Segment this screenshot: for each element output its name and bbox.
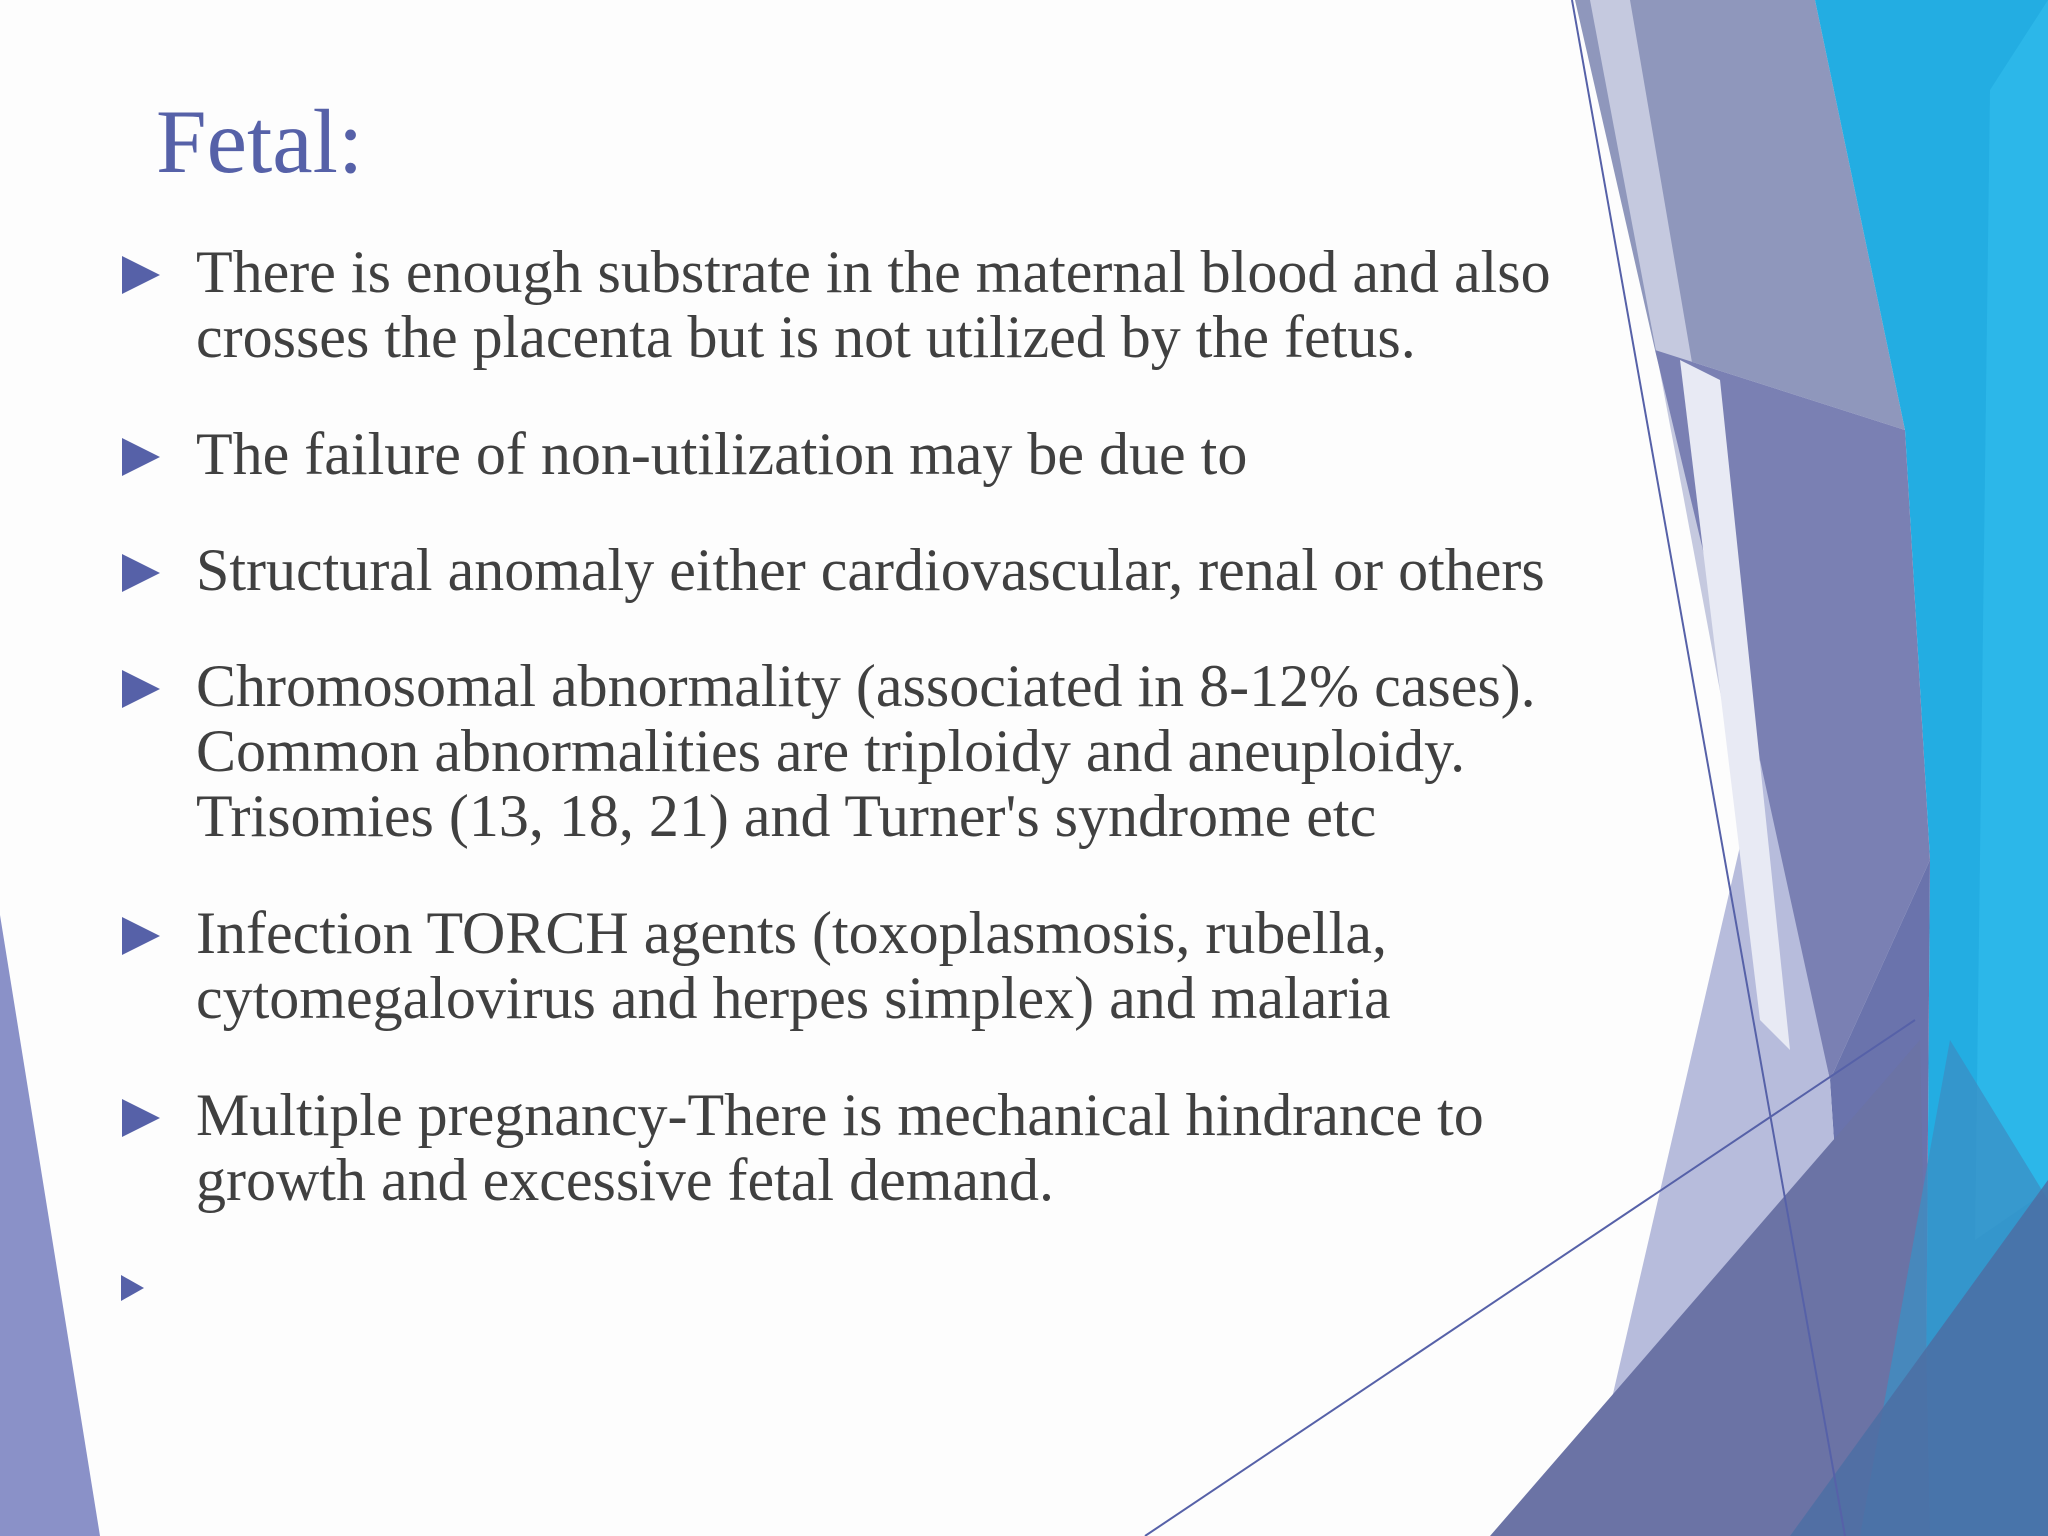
bullet-text: Structural anomaly either cardiovascular, renal or others — [196, 537, 1545, 603]
bullet-text: Multiple pregnancy-There is mechanical hindrance to growth and excessive fetal demand. — [196, 1082, 1484, 1213]
decor-facet-left — [0, 915, 100, 1536]
triangle-bullet-icon — [122, 670, 160, 708]
bullet-text: Infection TORCH agents (toxoplasmosis, rubella, cytomegalovirus and herpes simplex) and malaria — [196, 900, 1391, 1031]
triangle-bullet-icon — [122, 554, 160, 592]
triangle-bullet-icon — [121, 1275, 144, 1301]
triangle-bullet-icon — [122, 1099, 160, 1137]
slide-title: Fetal: — [156, 91, 364, 192]
bullet-text: Chromosomal abnormality (associated in 8-12% cases). Common abnormalities are triploidy and aneuploidy. Trisomies (13, 18, 21) and Turner's syndrome etc — [196, 653, 1536, 849]
triangle-bullet-icon — [122, 256, 160, 294]
bullet-text: There is enough substrate in the maternal blood and also crosses the placenta but is not utilized by the fetus. — [196, 239, 1551, 370]
triangle-bullet-icon — [122, 917, 160, 955]
bullet-text: The failure of non-utilization may be due to — [196, 421, 1248, 487]
triangle-bullet-icon — [122, 438, 160, 476]
